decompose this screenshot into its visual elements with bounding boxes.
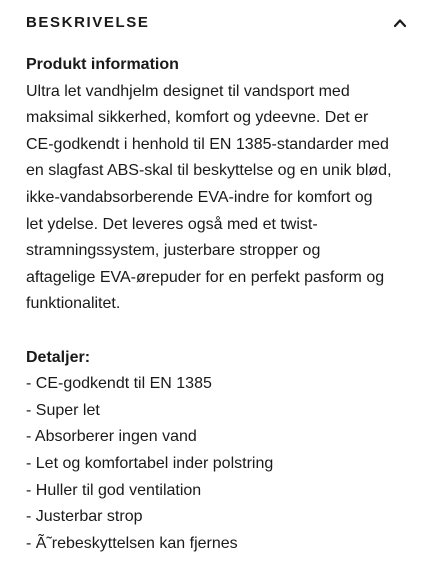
detail-item: - CE-godkendt til EN 1385 — [26, 375, 212, 393]
product-info-line: aftagelige EVA-ørepuder for en perfekt pasform og — [26, 268, 385, 286]
product-info-line: Ultra let vandhjelm designet til vandsport med — [26, 82, 350, 100]
section-spacer — [26, 318, 416, 345]
detail-item: - Ã˜rebeskyttelsen kan fjernes — [26, 534, 238, 552]
detail-item: - Super let — [26, 401, 100, 419]
product-info-line: funktionalitet. — [26, 295, 121, 313]
detail-item: - Huller til god ventilation — [26, 481, 202, 499]
details-list — [26, 371, 416, 557]
accordion-title: BESKRIVELSE — [26, 14, 150, 31]
detail-item: - Absorberer ingen vand — [26, 428, 197, 446]
description-accordion-header[interactable] — [0, 0, 433, 46]
details-heading: Detaljer: — [26, 348, 91, 366]
product-info-line: en slagfast ABS-skal til beskyttelse og en unik blød, — [26, 162, 392, 180]
detail-item: - Justerbar strop — [26, 508, 143, 526]
product-info-line: stramningssystem, justerbare stropper og — [26, 242, 321, 260]
product-info-heading: Produkt information — [26, 56, 179, 73]
accordion-content — [26, 52, 416, 557]
product-info-line: let ydelse. Det leveres også med et twist- — [26, 215, 318, 233]
product-info-text — [26, 79, 416, 318]
product-info-line: CE-godkendt i henhold til EN 1385-standarder med — [26, 135, 389, 153]
chevron-up-icon[interactable] — [392, 15, 408, 31]
product-info-line: ikke-vandabsorberende EVA-indre for komfort og — [26, 188, 373, 206]
product-info-line: maksimal sikkerhed, komfort og ydeevne. Det er — [26, 109, 369, 127]
detail-item: - Let og komfortabel inder polstring — [26, 454, 274, 472]
